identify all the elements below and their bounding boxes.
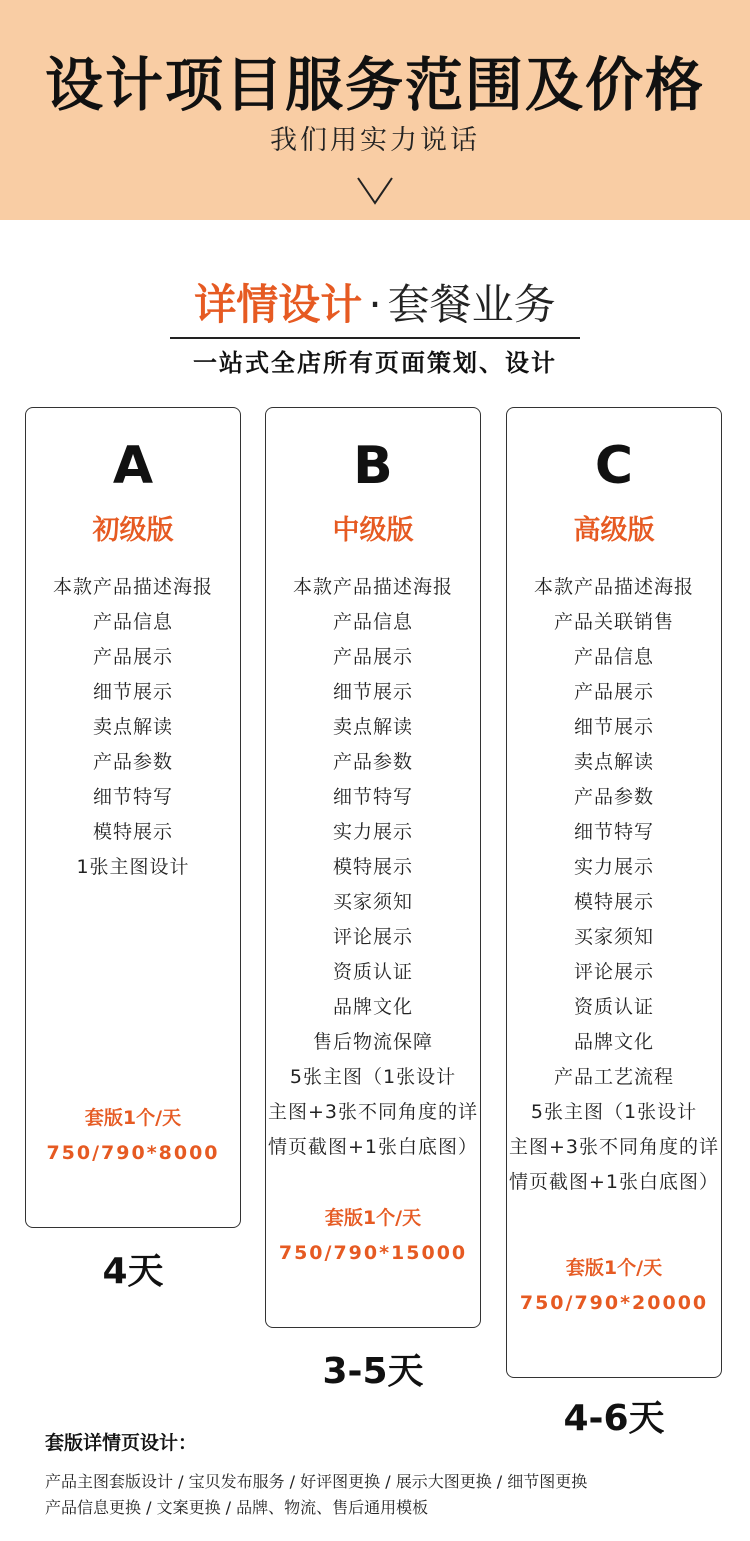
- list-item: 本款产品描述海报: [533, 576, 694, 598]
- list-item: 情页截图+1张白底图）: [267, 1136, 478, 1158]
- price-value: 750/790*15000: [278, 1242, 468, 1264]
- section-divider: [170, 337, 580, 339]
- list-item: 评论展示: [332, 926, 413, 948]
- price-value: 750/790*20000: [519, 1292, 709, 1314]
- list-item: 品牌文化: [332, 996, 413, 1018]
- package-letter: A: [112, 436, 154, 496]
- package-card-a: [25, 407, 241, 1228]
- list-item: 细节特写: [332, 786, 413, 808]
- list-item: 产品信息: [332, 611, 413, 633]
- section-title: [0, 272, 750, 332]
- list-item: 产品信息: [92, 611, 173, 633]
- list-item: 情页截图+1张白底图）: [508, 1171, 719, 1193]
- list-item: 资质认证: [573, 996, 654, 1018]
- list-item: 卖点解读: [332, 716, 413, 738]
- list-item: 产品参数: [332, 751, 413, 773]
- list-item: 产品工艺流程: [553, 1066, 674, 1088]
- section-title-separator: ·: [368, 280, 382, 329]
- list-item: 实力展示: [573, 856, 654, 878]
- list-item: 售后物流保障: [312, 1031, 433, 1053]
- list-item: 买家须知: [573, 926, 654, 948]
- list-item: 本款产品描述海报: [292, 576, 453, 598]
- package-price: [26, 1101, 240, 1171]
- price-label: 套版1个/天: [324, 1207, 422, 1229]
- package-duration-a: 4天: [102, 1251, 164, 1292]
- package-tier: 高级版: [573, 515, 655, 546]
- list-item: 细节特写: [573, 821, 654, 843]
- package-price: [266, 1201, 480, 1271]
- list-item: 模特展示: [332, 856, 413, 878]
- list-item: 产品参数: [92, 751, 173, 773]
- price-value: 750/790*8000: [46, 1142, 220, 1164]
- list-item: 细节展示: [332, 681, 413, 703]
- list-item: 主图+3张不同角度的详: [508, 1136, 719, 1158]
- list-item: 买家须知: [332, 891, 413, 913]
- package-tier: 初级版: [92, 515, 174, 546]
- list-item: 产品展示: [332, 646, 413, 668]
- price-label: 套版1个/天: [565, 1257, 663, 1279]
- list-item: 1张主图设计: [76, 856, 190, 878]
- page-subtitle: 我们用实力说话: [270, 125, 480, 156]
- package-duration-c: 4-6天: [563, 1398, 665, 1439]
- footer-services-line-2: 产品信息更换 / 文案更换 / 品牌、物流、售后通用模板: [45, 1498, 429, 1517]
- list-item: 主图+3张不同角度的详: [267, 1101, 478, 1123]
- footer-title: 套版详情页设计：: [45, 1432, 198, 1454]
- list-item: 5张主图（1张设计: [289, 1066, 457, 1088]
- chevron-down-icon: [356, 176, 394, 206]
- package-feature-list: [507, 570, 721, 1200]
- list-item: 5张主图（1张设计: [530, 1101, 698, 1123]
- package-tier: 中级版: [332, 515, 414, 546]
- price-label: 套版1个/天: [84, 1107, 182, 1129]
- section-title-accent: 详情设计: [194, 280, 363, 329]
- footer-services-line-1: 产品主图套版设计 / 宝贝发布服务 / 好评图更换 / 展示大图更换 / 细节图更换: [45, 1472, 588, 1491]
- list-item: 细节特写: [92, 786, 173, 808]
- list-item: 品牌文化: [573, 1031, 654, 1053]
- package-card-b: [265, 407, 481, 1328]
- list-item: 模特展示: [573, 891, 654, 913]
- list-item: 卖点解读: [92, 716, 173, 738]
- package-duration-b: 3-5天: [322, 1351, 424, 1392]
- list-item: 细节展示: [573, 716, 654, 738]
- list-item: 产品展示: [573, 681, 654, 703]
- package-feature-list: [26, 570, 240, 885]
- section-title-rest: 套餐业务: [387, 280, 556, 329]
- list-item: 产品关联销售: [553, 611, 674, 633]
- package-feature-list: [266, 570, 480, 1165]
- page-title: 设计项目服务范围及价格: [44, 51, 705, 119]
- list-item: 产品信息: [573, 646, 654, 668]
- list-item: 产品展示: [92, 646, 173, 668]
- header-banner: [0, 0, 750, 220]
- list-item: 评论展示: [573, 961, 654, 983]
- list-item: 产品参数: [573, 786, 654, 808]
- list-item: 细节展示: [92, 681, 173, 703]
- package-card-c: [506, 407, 722, 1378]
- package-price: [507, 1251, 721, 1321]
- list-item: 实力展示: [332, 821, 413, 843]
- list-item: 模特展示: [92, 821, 173, 843]
- list-item: 本款产品描述海报: [52, 576, 213, 598]
- package-letter: B: [353, 436, 393, 496]
- list-item: 资质认证: [332, 961, 413, 983]
- package-letter: C: [594, 436, 634, 496]
- section-description: 一站式全店所有页面策划、设计: [193, 349, 557, 377]
- list-item: 卖点解读: [573, 751, 654, 773]
